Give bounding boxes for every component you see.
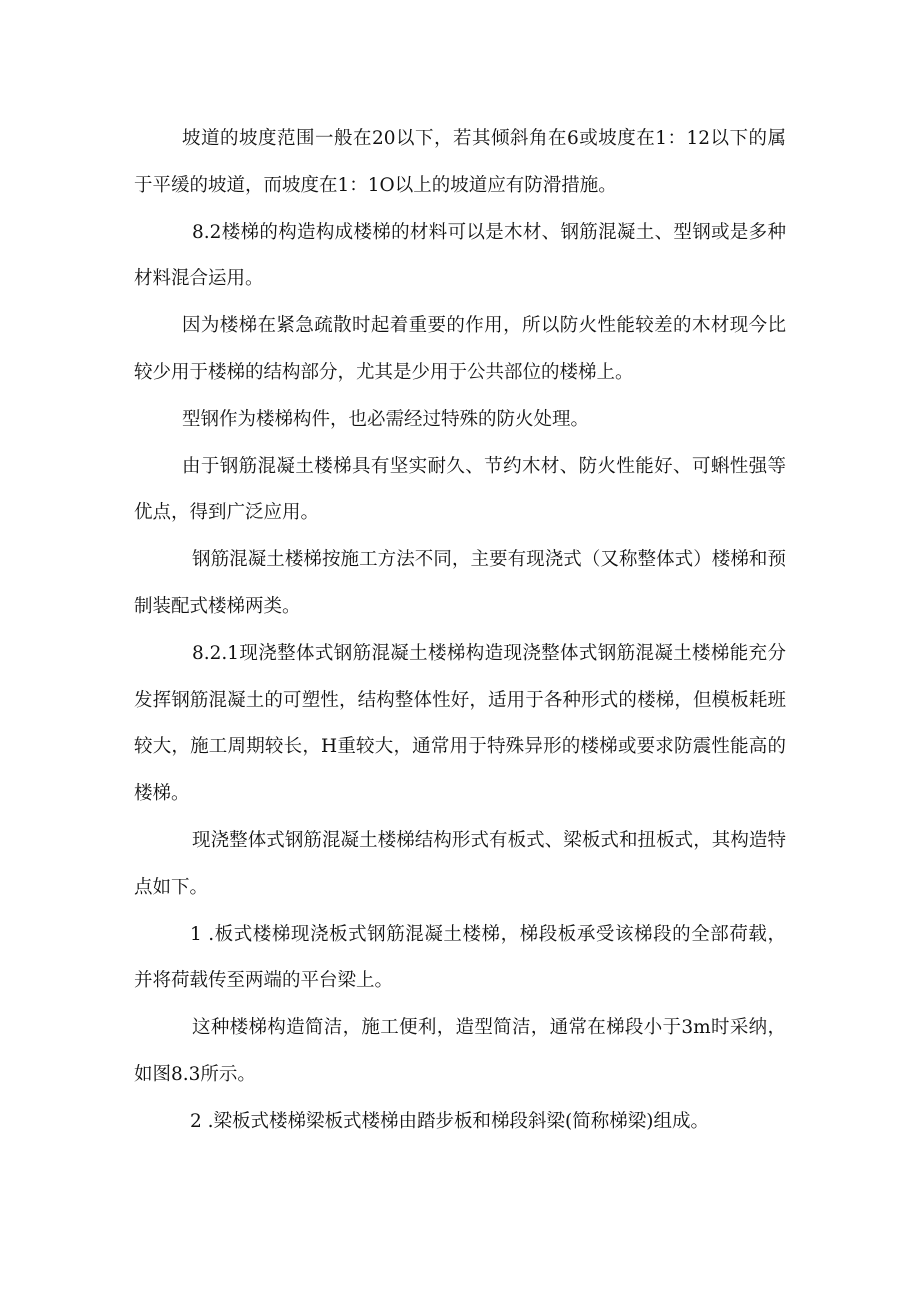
paragraph-cast-in-place: 8.2.1现浇整体式钢筋混凝土楼梯构造现浇整体式钢筋混凝土楼梯能充分发挥钢筋混凝土的可塑性，结构整体性好，适用于各种形式的楼梯，但模板耗班较大，施工周期较长，H重较大，通常用于特殊异形的楼梯或要求防震性能高的楼梯。 [134, 642, 786, 805]
paragraph-ramp-slope: 坡道的坡度范围一般在20以下，若其倾斜角在6或坡度在1：12以下的属于平缓的坡道，而坡度在1：1O以上的坡道应有防滑措施。 [134, 128, 786, 196]
document-body [134, 116, 786, 1146]
paragraph-structural-forms: 现浇整体式钢筋混凝土楼梯结构形式有板式、梁板式和扭板式，其构造特点如下。 [134, 829, 786, 898]
paragraph-concrete-advantages: 由于钢筋混凝土楼梯具有坚实耐久、节约木材、防火性能好、可蝌性强等优点，得到广泛应用。 [134, 455, 786, 524]
paragraph-slab-stair-usage: 这种楼梯构造简洁，施工便利，造型简洁，通常在梯段小于3m时采纳，如图8.3所示。 [134, 1017, 786, 1085]
paragraph-slab-stair: 1 .板式楼梯现浇板式钢筋混凝土楼梯，梯段板承受该梯段的全部荷载，并将荷载传至两端的平台梁上。 [134, 923, 786, 992]
paragraph-stair-materials: 8.2楼梯的构造构成楼梯的材料可以是木材、钢筋混凝土、型钢或是多种材料混合运用。 [134, 221, 786, 290]
paragraph-fire-evacuation: 因为楼梯在紧急疏散时起着重要的作用，所以防火性能较差的木材现今比较少用于楼梯的结构部分，尤其是少用于公共部位的楼梯上。 [134, 315, 786, 383]
paragraph-construction-methods: 钢筋混凝土楼梯按施工方法不同，主要有现浇式（又称整体式）楼梯和预制装配式楼梯两类。 [134, 549, 786, 617]
paragraph-steel-fireproofing: 型钢作为楼梯构件，也必需经过特殊的防火处理。 [182, 408, 590, 430]
paragraph-beam-slab-stair: 2 .梁板式楼梯梁板式楼梯由踏步板和梯段斜梁(简称梯梁)组成。 [190, 1110, 709, 1132]
